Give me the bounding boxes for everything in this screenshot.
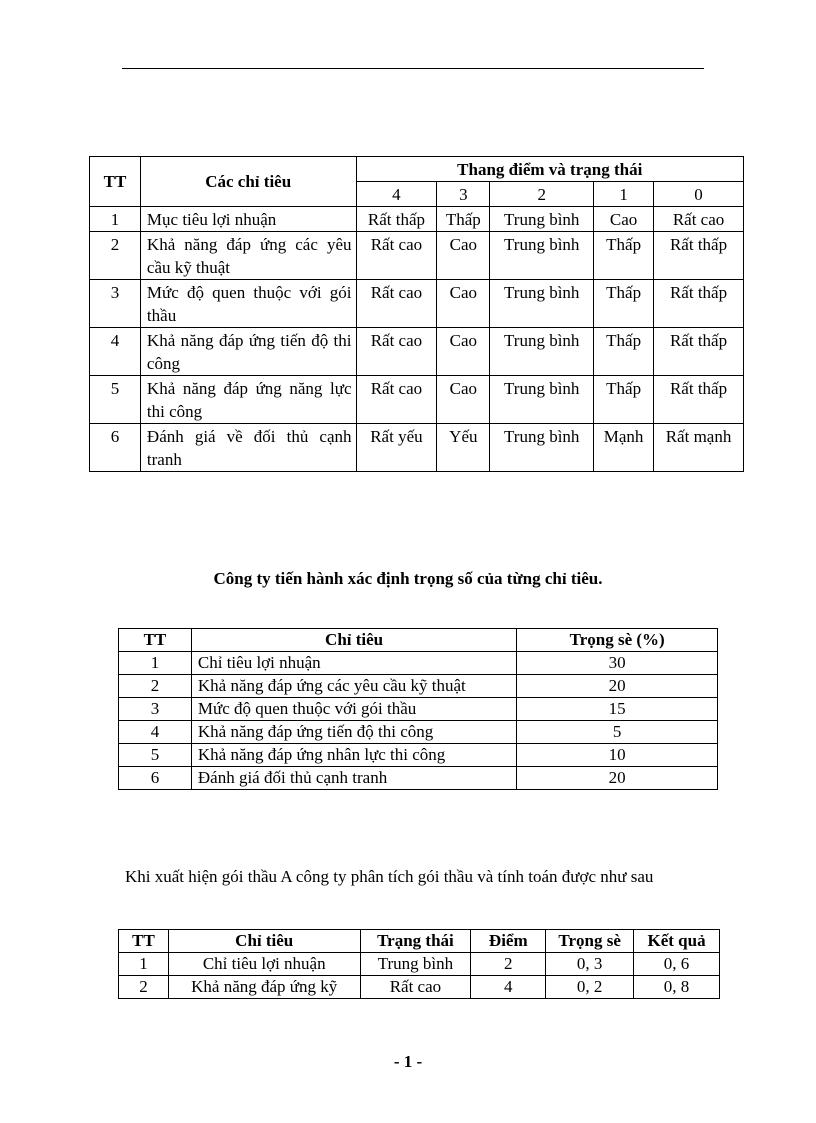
row-value: Rất cao	[356, 376, 437, 424]
row-value: Yếu	[437, 424, 490, 472]
row-value: Trung bình	[490, 232, 594, 280]
row-criteria: Khả năng đáp ứng các yêu cầu kỹ thuật	[191, 675, 516, 698]
row-criteria: Đánh giá đối thủ cạnh tranh	[191, 767, 516, 790]
table-row	[119, 698, 718, 721]
row-value: Rất thấp	[356, 207, 437, 232]
row-score: 2	[471, 953, 546, 976]
row-value: Rất cao	[356, 232, 437, 280]
row-tt: 6	[90, 424, 141, 472]
header-tt: TT	[119, 930, 169, 953]
table-row	[90, 328, 744, 376]
row-criteria: Khả năng đáp ứng nhân lực thi công	[191, 744, 516, 767]
table-row	[119, 767, 718, 790]
header-criteria: Chỉ tiêu	[191, 629, 516, 652]
row-weight: 0, 2	[546, 976, 634, 999]
row-criteria: Đánh giá về đối thủ cạnh tranh	[140, 424, 356, 472]
scoring-scale-table	[89, 156, 744, 472]
table-row	[119, 652, 718, 675]
row-value: Trung bình	[490, 424, 594, 472]
header-criteria: Chỉ tiêu	[168, 930, 360, 953]
row-tt: 3	[90, 280, 141, 328]
weights-table	[118, 628, 718, 790]
row-criteria: Mức độ quen thuộc với gói thầu	[191, 698, 516, 721]
row-value: Rất thấp	[654, 376, 744, 424]
row-status: Rất cao	[360, 976, 471, 999]
row-value: Trung bình	[490, 328, 594, 376]
score-header: 2	[490, 182, 594, 207]
row-criteria: Khả năng đáp ứng kỹ	[168, 976, 360, 999]
row-value: Rất cao	[356, 280, 437, 328]
row-value: Thấp	[594, 232, 654, 280]
table-row	[119, 953, 720, 976]
row-tt: 4	[90, 328, 141, 376]
table-row	[119, 744, 718, 767]
score-header: 0	[654, 182, 744, 207]
row-value: Cao	[437, 232, 490, 280]
row-criteria: Mức độ quen thuộc với gói thầu	[140, 280, 356, 328]
header-criteria: Các chỉ tiêu	[140, 157, 356, 207]
row-tt: 1	[90, 207, 141, 232]
row-tt: 5	[90, 376, 141, 424]
row-tt: 5	[119, 744, 192, 767]
row-tt: 2	[119, 976, 169, 999]
header-weight: Trọng sè (%)	[517, 629, 718, 652]
row-value: Rất thấp	[654, 232, 744, 280]
table-row	[90, 280, 744, 328]
row-criteria: Khả năng đáp ứng các yêu cầu kỹ thuật	[140, 232, 356, 280]
intro-paragraph: Khi xuất hiện gói thầu A công ty phân tích gói thầu và tính toán được như sau	[125, 867, 654, 886]
header-tt: TT	[119, 629, 192, 652]
row-weight: 5	[517, 721, 718, 744]
row-weight: 10	[517, 744, 718, 767]
row-value: Mạnh	[594, 424, 654, 472]
row-value: Rất yếu	[356, 424, 437, 472]
table-row	[119, 721, 718, 744]
row-value: Rất thấp	[654, 328, 744, 376]
header-weight: Trọng sè	[546, 930, 634, 953]
table-row	[90, 424, 744, 472]
row-value: Cao	[437, 328, 490, 376]
score-header: 4	[356, 182, 437, 207]
row-tt: 2	[119, 675, 192, 698]
row-criteria: Chỉ tiêu lợi nhuận	[191, 652, 516, 675]
row-weight: 0, 3	[546, 953, 634, 976]
header-status: Trạng thái	[360, 930, 471, 953]
section-caption: Công ty tiến hành xác định trọng số của từng chỉ tiêu.	[213, 569, 603, 588]
row-value: Rất thấp	[654, 280, 744, 328]
score-header: 3	[437, 182, 490, 207]
row-value: Thấp	[437, 207, 490, 232]
row-tt: 2	[90, 232, 141, 280]
row-value: Thấp	[594, 376, 654, 424]
row-value: Trung bình	[490, 207, 594, 232]
row-weight: 15	[517, 698, 718, 721]
row-tt: 6	[119, 767, 192, 790]
row-value: Rất cao	[654, 207, 744, 232]
row-result: 0, 8	[634, 976, 720, 999]
row-criteria: Khả năng đáp ứng tiến độ thi công	[140, 328, 356, 376]
table-row	[90, 376, 744, 424]
row-criteria: Khả năng đáp ứng tiến độ thi công	[191, 721, 516, 744]
row-weight: 20	[517, 767, 718, 790]
table-row	[90, 232, 744, 280]
header-score: Điểm	[471, 930, 546, 953]
row-value: Cao	[594, 207, 654, 232]
row-tt: 4	[119, 721, 192, 744]
row-value: Trung bình	[490, 376, 594, 424]
row-value: Rất cao	[356, 328, 437, 376]
table-row	[119, 976, 720, 999]
row-weight: 20	[517, 675, 718, 698]
row-weight: 30	[517, 652, 718, 675]
row-criteria: Mục tiêu lợi nhuận	[140, 207, 356, 232]
row-status: Trung bình	[360, 953, 471, 976]
table-row	[90, 207, 744, 232]
header-scale: Thang điểm và trạng thái	[356, 157, 744, 182]
header-tt: TT	[90, 157, 141, 207]
row-criteria: Khả năng đáp ứng năng lực thi công	[140, 376, 356, 424]
row-value: Cao	[437, 376, 490, 424]
row-value: Thấp	[594, 328, 654, 376]
row-result: 0, 6	[634, 953, 720, 976]
row-score: 4	[471, 976, 546, 999]
header-result: Kết quả	[634, 930, 720, 953]
table-row	[119, 675, 718, 698]
row-value: Trung bình	[490, 280, 594, 328]
page-number: - 1 -	[393, 1052, 423, 1071]
row-tt: 1	[119, 652, 192, 675]
row-value: Rất mạnh	[654, 424, 744, 472]
row-criteria: Chỉ tiêu lợi nhuận	[168, 953, 360, 976]
row-tt: 1	[119, 953, 169, 976]
score-header: 1	[594, 182, 654, 207]
row-tt: 3	[119, 698, 192, 721]
row-value: Thấp	[594, 280, 654, 328]
row-value: Cao	[437, 280, 490, 328]
header-rule	[122, 68, 704, 69]
bid-analysis-table	[118, 929, 720, 999]
